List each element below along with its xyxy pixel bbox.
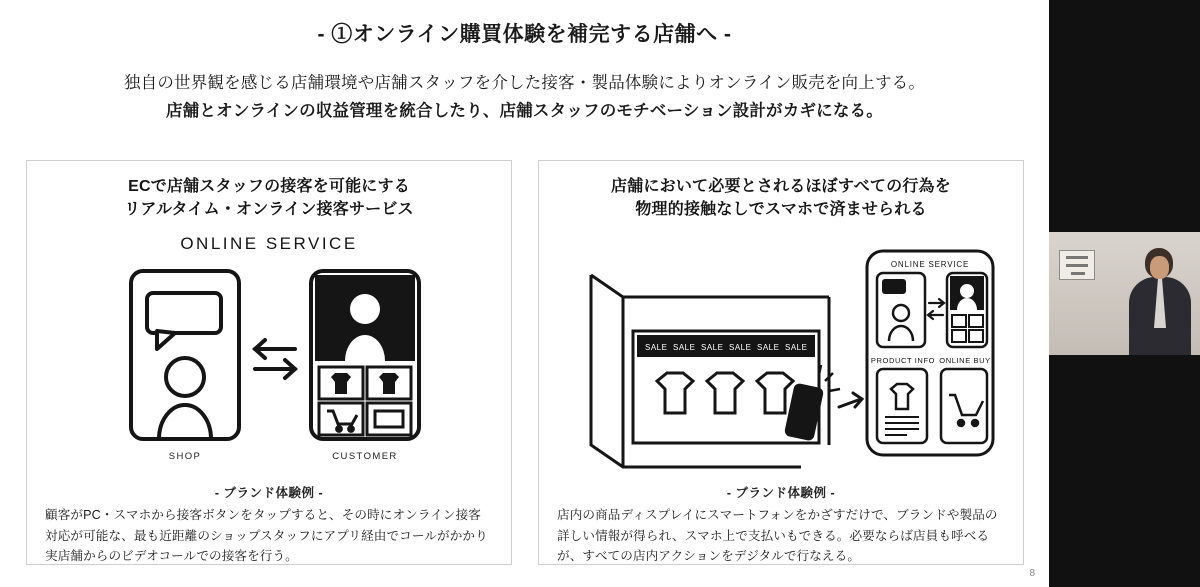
sale-tag: SALE <box>785 343 808 353</box>
wall-frame-decor <box>1059 250 1095 280</box>
figure-label-customer: CUSTOMER <box>332 451 398 463</box>
sale-tag: SALE <box>701 343 724 353</box>
panel-2-brand-label: - ブランド体験例 - <box>726 486 836 501</box>
panel-2-heading-line-1: 店舗において必要とされるほぼすべての行為を <box>611 178 951 195</box>
page-number: 8 <box>1029 568 1035 579</box>
sale-tag: SALE <box>673 343 696 353</box>
contactless-store-illustration <box>561 231 1001 481</box>
panel-2-heading-line-2: 物理的接触なしでスマホで済ませられる <box>635 201 927 219</box>
panel-1-figure <box>39 231 499 481</box>
online-service-illustration <box>59 231 479 481</box>
participant-face <box>1150 256 1169 279</box>
video-participant-tile[interactable] <box>1049 232 1200 355</box>
page-title: - ①オンライン購買体験を補完する店舗へ - <box>317 23 732 46</box>
panel-2-body: 店内の商品ディスプレイにスマートフォンをかざすだけで、ブランドや製品の詳しい情報が得られ、スマホ上で支払いもできる。必要ならば店員も呼べるが、すべての店内アクションをデジタルで行なえる。 <box>557 508 998 564</box>
panel-1-body: 顧客がPC・スマホから接客ボタンをタップすると、その時にオンライン接客対応が可能な、最も近距離のショップスタッフにアプリ経由でコールがかかり実店舗からのビデオコールでの接客を行う。 <box>45 508 488 564</box>
panel-1-heading-line-1: ECで店舗スタッフの接客を可能にする <box>128 178 410 195</box>
panel-1-heading <box>39 175 499 221</box>
lead-line-2: 店舗とオンラインの収益管理を統合したり、店舗スタッフのモチベーション設計がカギになる。 <box>166 101 883 120</box>
sale-tag: SALE <box>729 343 752 353</box>
panel-contactless-store <box>538 160 1024 565</box>
panel-online-service <box>26 160 512 565</box>
panel-container <box>26 160 1024 565</box>
panel-1-brand-label: - ブランド体験例 - <box>214 486 324 501</box>
sale-tag: SALE <box>645 343 668 353</box>
panel-title-online-service: ONLINE SERVICE <box>890 260 970 270</box>
sale-tag: SALE <box>757 343 780 353</box>
panel-1-heading-line-2: リアルタイム・オンライン接客サービス <box>124 201 414 219</box>
lead-line-1: 独自の世界観を感じる店舗環境や店舗スタッフを介した接客・製品体験によりオンライン販売を向上する。 <box>123 74 926 92</box>
lead-text <box>0 72 1049 124</box>
panel-title-product-info: PRODUCT INFO <box>870 356 936 366</box>
panel-title-online-buy: ONLINE BUY <box>939 356 991 366</box>
figure-label-shop: SHOP <box>168 451 202 463</box>
panel-2-figure <box>551 231 1011 481</box>
figure-title: ONLINE SERVICE <box>180 234 358 254</box>
panel-2-heading <box>551 175 1011 221</box>
